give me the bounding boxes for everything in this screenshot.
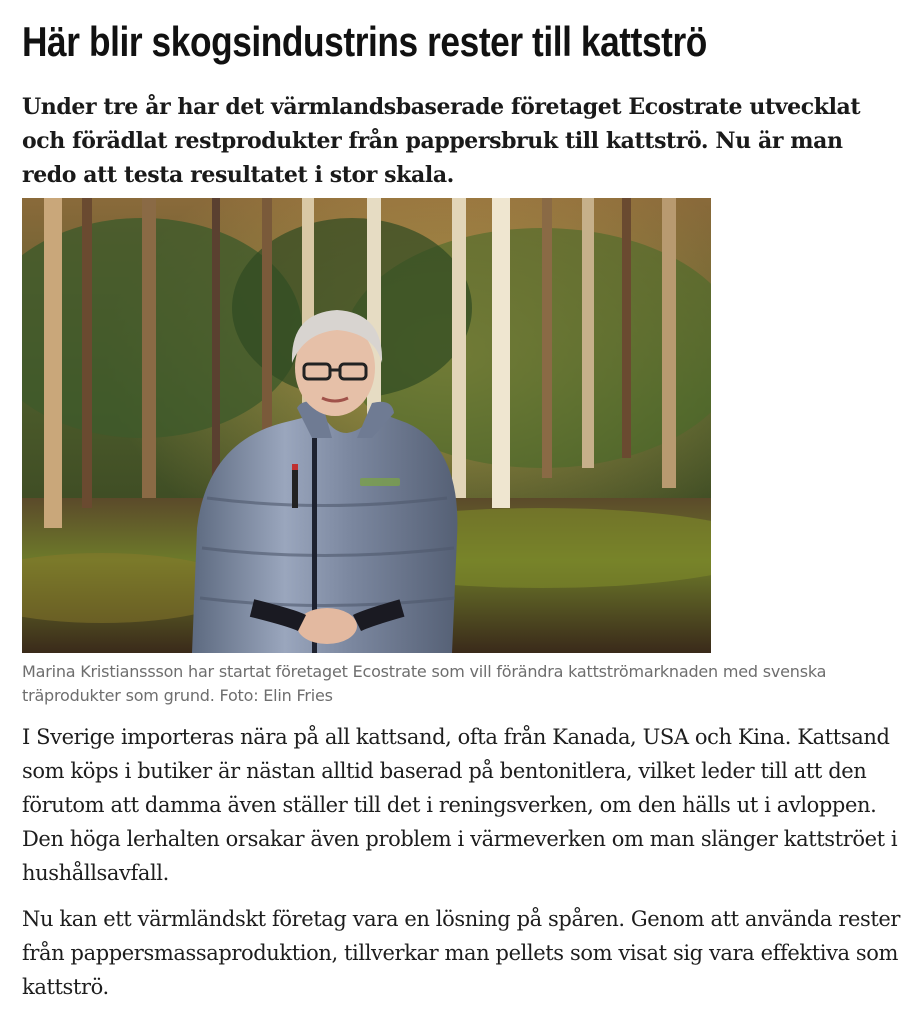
lead-paragraph: Under tre år har det värmlandsbaserade företaget Ecostrate utvecklat och förädlat restprodukter från pappersbruk till kattströ. Nu är man redo att testa resultatet i stor skala. (22, 94, 861, 188)
article (22, 0, 902, 999)
photo-caption: Marina Kristianssson har startat företaget Ecostrate som vill förändra kattströmarknaden med svenska träprodukter som grund. Foto: Elin Fries (22, 662, 827, 705)
body-paragraph-2: Nu kan ett värmländskt företag vara en lösning på spåren. Genom att använda rester från pappersmassaproduktion, tillverkar man pellets som visat sig vara effektiva som kattströ. (22, 907, 901, 999)
headline: Här blir skogsindustrins rester till kattströ (22, 18, 707, 65)
article-body (22, 720, 902, 1016)
photo-woman-in-forest-icon (22, 198, 711, 653)
article-photo (22, 198, 711, 653)
body-paragraph-1: I Sverige importeras nära på all kattsand, ofta från Kanada, USA och Kina. Kattsand som köps i butiker är nästan alltid baserad på bentonitlera, vilket leder till att den förutom att damma även ställer till det i reningsverken, om den hälls ut i avloppen. Den höga lerhalten orsakar även problem i värmeverken om man slänger kattströet i hushållsavfall. (22, 725, 898, 885)
